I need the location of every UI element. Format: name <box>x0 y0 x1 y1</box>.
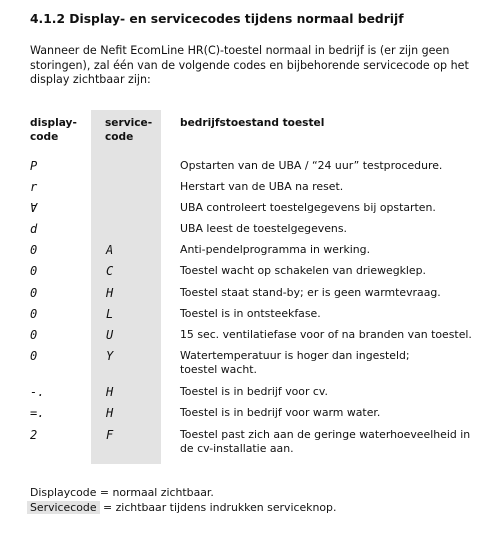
table-row <box>0 222 477 242</box>
description-cell: UBA controleert toestelgegevens bij opstarten. <box>180 201 436 214</box>
table-row <box>0 406 477 426</box>
header-display-code: display- code <box>30 117 77 143</box>
service-code-cell: L <box>106 307 114 321</box>
display-code-cell: 0 <box>30 264 38 278</box>
description-cell: Herstart van de UBA na reset. <box>180 180 344 193</box>
legend-term: Servicecode <box>27 501 100 514</box>
table-row <box>0 180 477 200</box>
service-code-cell: A <box>106 243 114 257</box>
description-cell: Toestel is in bedrijf voor cv. <box>180 385 328 398</box>
service-code-cell: U <box>106 328 114 342</box>
display-code-cell: =. <box>30 406 45 420</box>
description-cell: Toestel past zich aan de geringe waterhoeveelheid in de cv-installatie aan. <box>180 428 471 456</box>
table-row <box>0 286 477 306</box>
table-row <box>0 201 477 221</box>
description-cell: Toestel is in ontsteekfase. <box>180 307 321 320</box>
table-row <box>0 428 477 460</box>
description-cell: Toestel wacht op schakelen van driewegklep. <box>180 264 427 277</box>
description-cell: Opstarten van de UBA / “24 uur” testprocedure. <box>180 159 443 172</box>
intro-paragraph: Wanneer de Nefit EcomLine HR(C)-toestel normaal in bedrijf is (er zijn geen storingen), zal één van de volgende codes en bijbehorende servicecode op het display zichtbaar zijn: <box>30 44 469 87</box>
display-code-cell: Ɐ <box>30 201 38 215</box>
service-code-cell: Y <box>106 349 114 363</box>
description-cell: Toestel staat stand-by; er is geen warmtevraag. <box>180 286 441 299</box>
service-code-cell: H <box>106 406 114 420</box>
display-code-cell: 0 <box>30 328 38 342</box>
table-row <box>0 307 477 327</box>
header-service-code: service- code <box>105 117 153 143</box>
display-code-cell: -. <box>30 385 45 399</box>
table-row <box>0 159 477 179</box>
display-code-cell: P <box>30 159 38 173</box>
section-heading: 4.1.2 Display- en servicecodes tijdens normaal bedrijf <box>30 12 404 26</box>
table-row <box>0 349 477 381</box>
display-code-cell: 0 <box>30 349 38 363</box>
legend-display-code <box>30 486 214 500</box>
service-code-cell: C <box>106 264 114 278</box>
service-code-cell: H <box>106 385 114 399</box>
table-row <box>0 385 477 405</box>
legend-definition: = normaal zichtbaar. <box>99 486 214 499</box>
header-state: bedrijfstoestand toestel <box>180 117 325 129</box>
service-code-cell: F <box>106 428 114 442</box>
table-row <box>0 264 477 284</box>
display-code-cell: d <box>30 222 38 236</box>
table-row <box>0 243 477 263</box>
display-code-cell: 2 <box>30 428 38 442</box>
service-code-cell: H <box>106 286 114 300</box>
legend-term: Displaycode <box>30 486 97 499</box>
legend-service-code <box>30 501 336 515</box>
display-code-cell: 0 <box>30 307 38 321</box>
description-cell: Toestel is in bedrijf voor warm water. <box>180 406 381 419</box>
description-cell: 15 sec. ventilatiefase voor of na branden van toestel. <box>180 328 472 341</box>
description-cell: Anti-pendelprogramma in werking. <box>180 243 371 256</box>
table-row <box>0 328 477 348</box>
display-code-cell: 0 <box>30 286 38 300</box>
legend-definition: = zichtbaar tijdens indrukken serviceknop. <box>102 501 337 514</box>
description-cell: UBA leest de toestelgegevens. <box>180 222 347 235</box>
display-code-cell: 0 <box>30 243 38 257</box>
description-cell: Watertemperatuur is hoger dan ingesteld; toestel wacht. <box>180 349 410 377</box>
display-code-cell: r <box>30 180 38 194</box>
